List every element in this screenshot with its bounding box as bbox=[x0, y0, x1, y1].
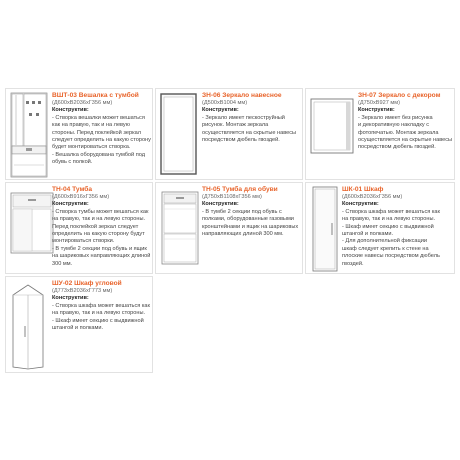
wall-mirror-image bbox=[159, 92, 199, 178]
product-card-shu02[interactable] bbox=[5, 276, 153, 373]
cabinet-image bbox=[8, 189, 58, 259]
product-dimensions: (Д500хВ1004 мм) bbox=[202, 100, 248, 106]
product-dimensions: (Д600хВ2036хГ356 мм) bbox=[52, 100, 113, 106]
product-card-shk01[interactable] bbox=[305, 182, 455, 274]
product-title[interactable]: ТН-04 Тумба bbox=[52, 186, 93, 193]
product-description: - Створка вешалки может вешаться как на правую, так и на левую стороны. Перед поклейкой зеркал следует определить на какую сторону будет монтироваться створка. - Вешалка оборудована тумбой под обувь с полкой. bbox=[52, 114, 151, 166]
product-dimensions: (Д750хВ1108хГ356 мм) bbox=[202, 194, 262, 200]
construction-label: Конструктив: bbox=[52, 295, 89, 302]
product-dimensions: (Д600хВ916хГ356 мм) bbox=[52, 194, 110, 200]
product-description: - Зеркало имеет пескоструйный рисунок. Монтаж зеркала осуществляется на скрытые навесы посредством дюбель гвоздей. bbox=[202, 114, 297, 144]
product-card-tn04[interactable] bbox=[5, 182, 153, 274]
product-card-tn05[interactable] bbox=[155, 182, 303, 274]
coat-rack-with-cabinet-image bbox=[8, 91, 50, 179]
product-description: - Створка тумбы может вешаться как на правую, так и на левую стороны. Перед поклейкой зеркал следует определить на какую сторону будут монтироваться створки. - В тумбе 2 секции под обувь и ящик на шариковых направляющих длиной 300 мм. bbox=[52, 208, 151, 267]
construction-label: Конструктив: bbox=[358, 107, 395, 114]
construction-label: Конструктив: bbox=[202, 201, 239, 208]
construction-label: Конструктив: bbox=[52, 107, 89, 114]
product-title[interactable]: ШК-01 Шкаф bbox=[342, 186, 384, 193]
product-dimensions: (Д750хВ927 мм) bbox=[358, 100, 400, 106]
product-title[interactable]: ТН-05 Тумба для обуви bbox=[202, 186, 278, 193]
product-dimensions: (Д600хВ2036хГ356 мм) bbox=[342, 194, 403, 200]
product-card-vsht03[interactable] bbox=[5, 88, 153, 180]
decor-mirror-image bbox=[309, 97, 357, 157]
product-description: - Створка шкафа может вешаться как на правую, так и на левую стороны. - Шкаф имеет секцию с выдвижной штангой и полками. - Для дополнительной фиксации шкаф следует крепить к стене на плоские навесы посредством дюбель гвоздей. bbox=[342, 208, 440, 267]
shoe-cabinet-image bbox=[159, 189, 203, 269]
product-title[interactable]: ВШТ-03 Вешалка с тумбой bbox=[52, 92, 139, 99]
construction-label: Конструктив: bbox=[52, 201, 89, 208]
product-title[interactable]: ЗН-06 Зеркало навесное bbox=[202, 92, 282, 99]
product-description: - В тумбе 2 секции под обувь с полками, оборудованные газовыми кронштейнами и ящик на шариковых направляющих длиной 300 мм. bbox=[202, 208, 299, 238]
product-dimensions: (Д773хВ2036хГ773 мм) bbox=[52, 288, 113, 294]
product-title[interactable]: ЗН-07 Зеркало с декором bbox=[358, 92, 441, 99]
construction-label: Конструктив: bbox=[342, 201, 379, 208]
product-description: - Створка шкафа может вешаться как на правую, так и на левую стороны. - Шкаф имеет секцию с выдвижной штангой и полками. bbox=[52, 302, 150, 332]
wardrobe-image bbox=[310, 185, 340, 273]
product-title[interactable]: ШУ-02 Шкаф угловой bbox=[52, 280, 122, 287]
construction-label: Конструктив: bbox=[202, 107, 239, 114]
product-card-zn07[interactable] bbox=[305, 88, 455, 180]
product-description: - Зеркало имеет без рисунка и декоративную накладку с фотопечатью. Монтаж зеркала осуществляется на скрытые навесы посредством дюбель гвоздей. bbox=[358, 114, 453, 151]
product-card-zn06[interactable] bbox=[155, 88, 303, 180]
corner-wardrobe-image bbox=[9, 281, 47, 371]
